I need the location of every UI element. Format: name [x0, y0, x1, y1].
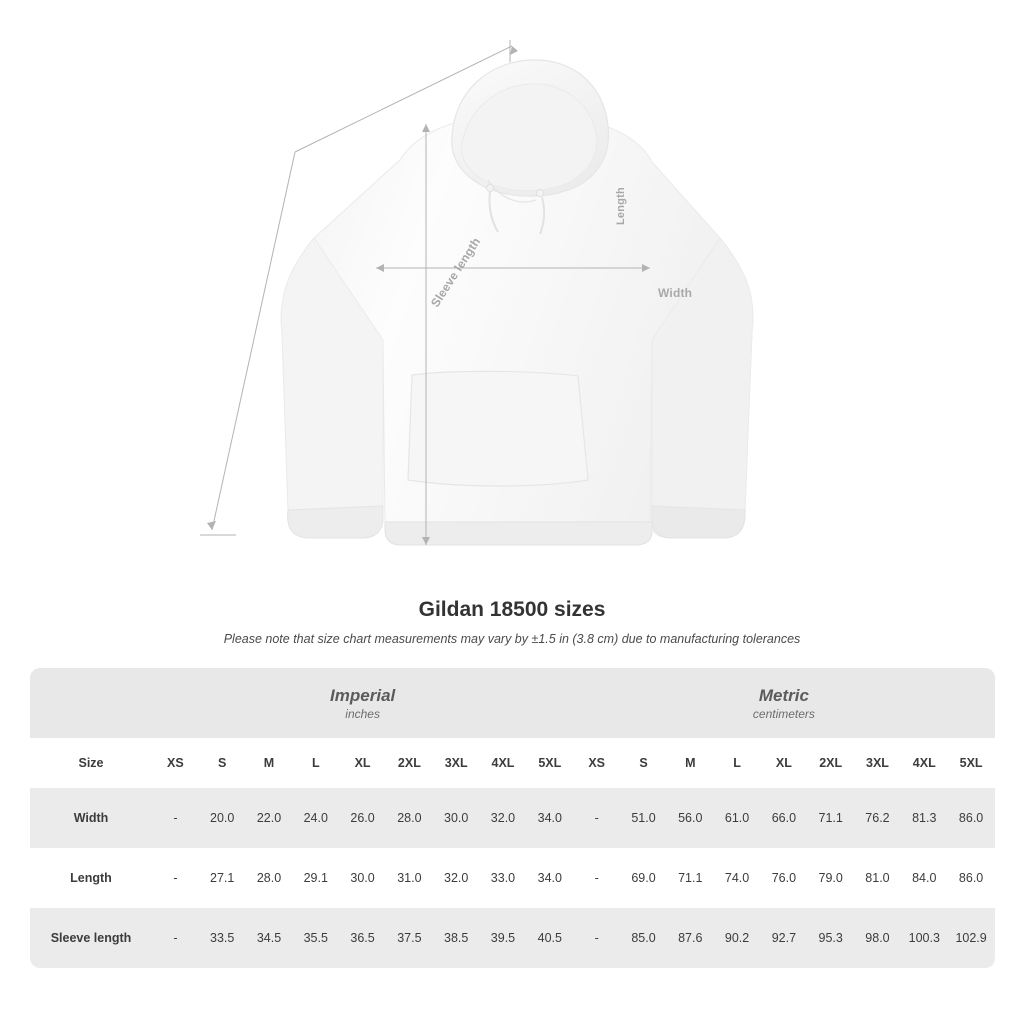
cell-width-met-l: 61.0	[714, 788, 761, 848]
cell-length-imp-xs: -	[152, 848, 199, 908]
table-row	[30, 908, 995, 968]
cell-sleeve-met-5xl: 102.9	[948, 908, 995, 968]
measurement-guides	[200, 40, 800, 570]
title-block	[0, 598, 1024, 646]
cell-width-met-xs: -	[573, 788, 620, 848]
cell-width-imp-xl: 26.0	[339, 788, 386, 848]
col-header-imp-2xl: 2XL	[386, 738, 433, 788]
row-label-width: Width	[30, 788, 152, 848]
page-title: Gildan 18500 sizes	[418, 598, 606, 621]
size-label: Size	[30, 738, 152, 788]
cell-sleeve-imp-4xl: 39.5	[480, 908, 527, 968]
cell-length-imp-s: 27.1	[199, 848, 246, 908]
cell-width-imp-3xl: 30.0	[433, 788, 480, 848]
cell-length-imp-3xl: 32.0	[433, 848, 480, 908]
tolerance-note: Please note that size chart measurements may vary by ±1.5 in (3.8 cm) due to manufacturing tolerances	[223, 632, 801, 646]
cell-length-imp-xl: 30.0	[339, 848, 386, 908]
cell-sleeve-imp-xs: -	[152, 908, 199, 968]
cell-sleeve-met-xl: 92.7	[760, 908, 807, 968]
cell-length-met-m: 71.1	[667, 848, 714, 908]
cell-width-imp-m: 22.0	[246, 788, 293, 848]
table-row	[30, 848, 995, 908]
metric-name: Metric	[758, 686, 809, 706]
table-row	[30, 788, 995, 848]
cell-sleeve-imp-l: 35.5	[292, 908, 339, 968]
col-header-imp-3xl: 3XL	[433, 738, 480, 788]
width-label: Width	[658, 286, 693, 300]
cell-width-met-4xl: 81.3	[901, 788, 948, 848]
width-arrow	[376, 264, 650, 272]
system-header-row	[30, 668, 995, 738]
row-label-sleeve-length: Sleeve length	[30, 908, 152, 968]
system-header-metric	[573, 668, 994, 738]
cell-sleeve-imp-xl: 36.5	[339, 908, 386, 968]
col-header-met-2xl: 2XL	[807, 738, 854, 788]
sleeve-length-label: Sleeve length	[428, 234, 484, 310]
col-header-imp-5xl: 5XL	[526, 738, 573, 788]
col-header-imp-4xl: 4XL	[480, 738, 527, 788]
cell-sleeve-imp-2xl: 37.5	[386, 908, 433, 968]
cell-length-met-s: 69.0	[620, 848, 667, 908]
col-header-imp-s: S	[199, 738, 246, 788]
hoodie-image	[200, 40, 800, 560]
col-header-met-xl: XL	[760, 738, 807, 788]
cell-width-met-2xl: 71.1	[807, 788, 854, 848]
cell-length-imp-2xl: 31.0	[386, 848, 433, 908]
row-label-length: Length	[30, 848, 152, 908]
col-header-met-5xl: 5XL	[948, 738, 995, 788]
length-arrow	[422, 124, 430, 545]
cell-width-met-s: 51.0	[620, 788, 667, 848]
size-table	[30, 668, 995, 968]
cell-length-met-4xl: 84.0	[901, 848, 948, 908]
cell-width-imp-l: 24.0	[292, 788, 339, 848]
cell-length-met-5xl: 86.0	[948, 848, 995, 908]
cell-sleeve-imp-s: 33.5	[199, 908, 246, 968]
cell-sleeve-met-s: 85.0	[620, 908, 667, 968]
size-header-row	[30, 738, 995, 788]
cell-sleeve-met-3xl: 98.0	[854, 908, 901, 968]
cell-sleeve-imp-m: 34.5	[246, 908, 293, 968]
col-header-met-s: S	[620, 738, 667, 788]
col-header-imp-m: M	[246, 738, 293, 788]
cell-sleeve-imp-5xl: 40.5	[526, 908, 573, 968]
system-header-imperial	[152, 668, 573, 738]
cell-length-imp-5xl: 34.0	[526, 848, 573, 908]
cell-length-imp-4xl: 33.0	[480, 848, 527, 908]
metric-unit: centimeters	[752, 706, 815, 721]
cell-length-met-l: 74.0	[714, 848, 761, 908]
cell-sleeve-imp-3xl: 38.5	[433, 908, 480, 968]
cell-length-met-xl: 76.0	[760, 848, 807, 908]
system-header-blank	[30, 668, 152, 738]
cell-sleeve-met-4xl: 100.3	[901, 908, 948, 968]
col-header-met-m: M	[667, 738, 714, 788]
cell-width-met-5xl: 86.0	[948, 788, 995, 848]
cell-sleeve-met-l: 90.2	[714, 908, 761, 968]
cell-length-met-xs: -	[573, 848, 620, 908]
imperial-name: Imperial	[330, 686, 396, 706]
col-header-met-xs: XS	[573, 738, 620, 788]
sleeve-length-arrow	[200, 40, 518, 535]
col-header-imp-xs: XS	[152, 738, 199, 788]
col-header-met-l: L	[714, 738, 761, 788]
col-header-met-3xl: 3XL	[854, 738, 901, 788]
col-header-imp-xl: XL	[339, 738, 386, 788]
cell-sleeve-met-m: 87.6	[667, 908, 714, 968]
cell-width-met-m: 56.0	[667, 788, 714, 848]
cell-width-met-3xl: 76.2	[854, 788, 901, 848]
cell-width-imp-2xl: 28.0	[386, 788, 433, 848]
cell-width-met-xl: 66.0	[760, 788, 807, 848]
cell-sleeve-met-2xl: 95.3	[807, 908, 854, 968]
cell-sleeve-met-xs: -	[573, 908, 620, 968]
cell-width-imp-xs: -	[152, 788, 199, 848]
col-header-met-4xl: 4XL	[901, 738, 948, 788]
cell-width-imp-s: 20.0	[199, 788, 246, 848]
cell-width-imp-4xl: 32.0	[480, 788, 527, 848]
cell-length-met-3xl: 81.0	[854, 848, 901, 908]
size-chart	[30, 668, 994, 968]
col-header-imp-l: L	[292, 738, 339, 788]
length-label: Length	[615, 187, 627, 225]
cell-length-met-2xl: 79.0	[807, 848, 854, 908]
imperial-unit: inches	[345, 706, 380, 721]
cell-length-imp-m: 28.0	[246, 848, 293, 908]
cell-width-imp-5xl: 34.0	[526, 788, 573, 848]
cell-length-imp-l: 29.1	[292, 848, 339, 908]
